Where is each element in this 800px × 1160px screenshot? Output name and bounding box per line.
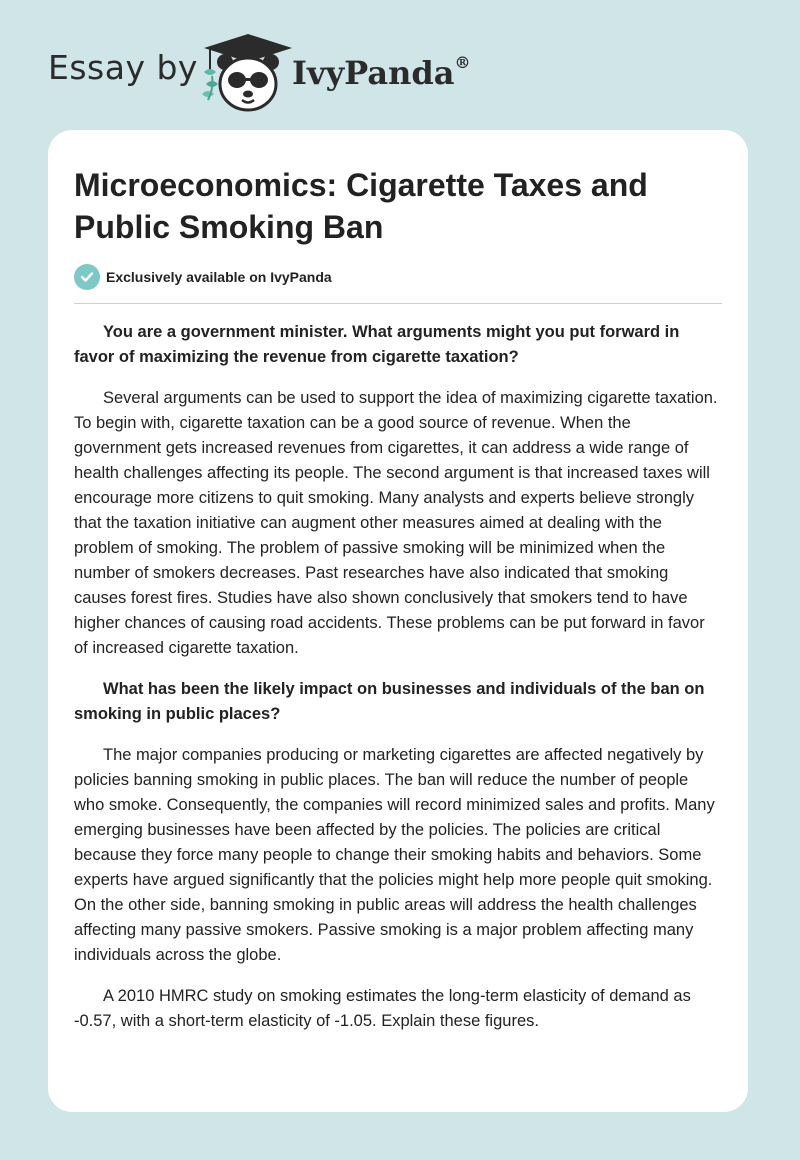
body-paragraph: A 2010 HMRC study on smoking estimates the long-term elasticity of demand as -0.57, with a short-term elasticity of -1.05. Explain these figures. bbox=[74, 987, 691, 1030]
question-paragraph: What has been the likely impact on businesses and individuals of the ban on smoking in public places? bbox=[74, 680, 705, 723]
exclusive-badge bbox=[74, 264, 332, 290]
question-paragraph: You are a government minister. What arguments might you put forward in favor of maximizing the revenue from cigarette taxation? bbox=[74, 323, 680, 366]
divider bbox=[74, 303, 722, 304]
essay-body bbox=[74, 320, 722, 1050]
exclusive-text: Exclusively available on IvyPanda bbox=[106, 269, 332, 285]
site-header bbox=[48, 26, 748, 116]
body-paragraph: The major companies producing or marketing cigarettes are affected negatively by policies banning smoking in public places. The ban will reduce the number of people who smoke. Consequently, the companies will record minimized sales and profits. Many emerging businesses have been affected by the policies. The policies are critical because they force many people to change their smoking habits and behaviors. Some experts have argued significantly that the policies might help more people quit smoking. On the other side, banning smoking in public areas will address the health challenges affecting many passive smokers. Passive smoking is a major problem affecting many individuals across the globe. bbox=[74, 746, 715, 964]
registered-mark: ® bbox=[454, 53, 471, 73]
body-paragraph: Several arguments can be used to support the idea of maximizing cigarette taxation. To begin with, cigarette taxation can be a good source of revenue. When the government gets increased revenues from cigarettes, it can address a wide range of health challenges affecting its people. The second argument is that increased taxes will encourage more citizens to quit smoking. Many analysts and experts believe strongly that the taxation initiative can augment other measures aimed at dealing with the problem of smoking. The problem of passive smoking will be minimized when the number of smokers decreases. Past researches have also indicated that smoking causes forest fires. Studies have also shown conclusively that smokers tend to have higher chances of causing road accidents. These problems can be put forward in favor of increased cigarette taxation. bbox=[74, 389, 718, 657]
check-circle-icon bbox=[74, 264, 100, 290]
essay-card bbox=[48, 130, 748, 1112]
brand-name[interactable]: IvyPanda® bbox=[292, 53, 471, 92]
essay-by-label: Essay by bbox=[48, 48, 198, 87]
panda-logo-icon[interactable] bbox=[200, 32, 296, 116]
essay-title: Microeconomics: Cigarette Taxes and Public Smoking Ban bbox=[74, 167, 648, 245]
